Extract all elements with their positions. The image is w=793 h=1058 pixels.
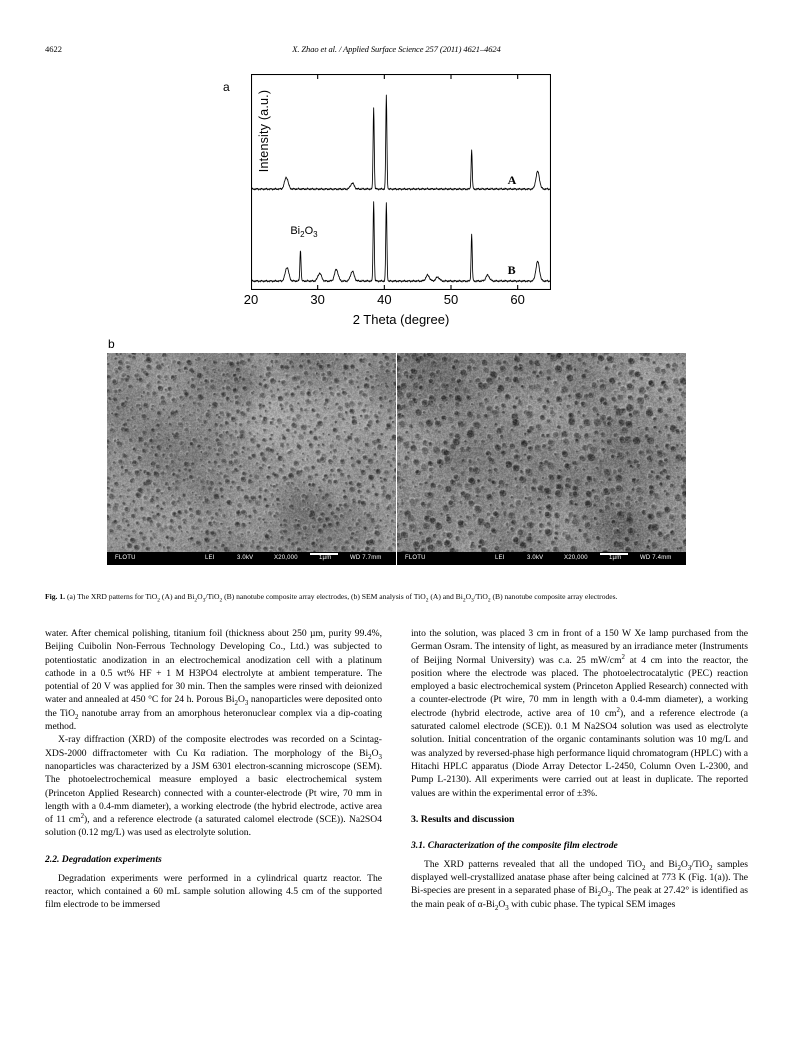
sem-scale-label: 1µm [609, 555, 622, 561]
sem-detector: LEI [495, 555, 505, 561]
sem-info-bar-left [107, 552, 396, 565]
sem-micrograph-a [107, 353, 396, 565]
figure-1 [45, 72, 748, 561]
running-head [45, 44, 748, 58]
journal-citation: X. Zhao et al. / Applied Surface Science 257 (2011) 4621–4624 [292, 44, 501, 54]
panel-a-label: a [223, 80, 230, 94]
paragraph: The XRD patterns revealed that all the undoped TiO$_2$ and $Bi_2O_3/TiO_2$ samples displayed well-crystallized anatase phase after being calcined at 773 K (Fig. 1(a)). The Bi-species are present in a separated phase of $Bi_2O_3$. The peak at 27.42° is identified as the main peak of $\alpha-Bi_2O_3$ with cubic phase. The typical SEM images [411, 858, 749, 912]
paragraph: water. After chemical polishing, titanium foil (thickness about 250 µm, purity 99.4%, Beijing Cuibolin Non-Ferrous Technology Developing Co., Ltd.) was subjected to potentiostatic anodization in an electrochemical anodization cell with a platinum cathode in a 0.5 wt% HF + 1 M H3PO4 electrolyte at ambient temperature. The potential of 20 V was applied for 30 min. Then the samples were rinsed with deionized water and annealed at 450 °C for 24 h. Porous $Bi_2O_3$ nanoparticles were deposited onto the TiO$_2$ nanotube array from an amorphous heteronuclear complex via a dip-coating method. [45, 628, 382, 733]
y-axis-label: Intensity (a.u.) [257, 89, 271, 173]
xrd-chart [195, 72, 595, 334]
sem-working-distance: WD 7.4mm [640, 555, 672, 561]
xrd-plot-area [251, 74, 551, 290]
sem-info-bar-right [397, 552, 686, 565]
figure-caption-text: (a) The XRD patterns for TiO$_2$ (A) and $Bi_2O_3/TiO_2$ (B) nanotube composite array electrodes, (b) SEM analysis of TiO$_2$ (A) and $Bi_2O_3/TiO_2$ (B) nanotube composite array electrodes. [65, 592, 618, 604]
paragraph: into the solution, was placed 3 cm in front of a 150 W Xe lamp purchased from the German Osram. The intensity of light, as measured by an irradiance meter (Instruments of Beijing Normal University) was c.a. 25 $mW/cm^2$ at 4 cm into the reactor, the position where the electrode was placed. The photoelectrocatalytic (PEC) reaction employed a basic electrochemical system (Princeton Applied Research) connected with a counter-electrode (Pt wire, 70 mm in length with a 0.4-mm diameter), a working electrode (hybrid electrode, active area of 10 $cm^2$), and a reference electrode (a saturated calomel electrode (SCE)). 0.1 M Na2SO4 solution was used as electrolyte solution. Initial concentration of the organic contaminants solution was 10 mg/L and was analyzed by reversed-phase high performance liquid chromatogram (HPLC) with a Hitachi HPLC apparatus (Diode Array Detector L-2450, Column Oven L-2300, and Pump L-2130). All experiments were carried out at least in duplicate. The reported values are within the experimental error of ±3%. [411, 628, 748, 799]
section-heading-3-1: 3.1. Characterization of the composite film electrode [411, 839, 618, 851]
figure-caption [45, 592, 745, 603]
sem-organization: FLOTU [115, 555, 136, 561]
sem-magnification: X20,000 [274, 555, 298, 561]
x-tick-label: 50 [443, 292, 459, 307]
svg-text:Bi2O3: Bi2O3 [290, 225, 318, 239]
sem-detector: LEI [205, 555, 215, 561]
section-heading-2-2: 2.2. Degradation experiments [45, 853, 162, 865]
body-column-left [45, 627, 382, 912]
x-tick-label: 20 [243, 292, 259, 307]
paragraph: X-ray diffraction (XRD) of the composite electrodes was recorded on a Scintag-XDS-2000 diffractometer with Cu Kα radiation. The morphology of the $Bi_2O_3$ nanoparticles was characterized by a JSM 6301 electron-scanning microscope (SEM). The photoelectrochemical measure employed a basic electrochemical system (Princeton Applied Research) connected with a counter-electrode (Pt wire, 70 mm in length with a 0.4-mm diameter), a working electrode (the hybrid electrode, active area of 11 $cm^2$), and a reference electrode (a saturated calomel electrode (SCE)). Na2SO4 solution (0.12 mg/L) was used as electrolyte solution. [45, 734, 382, 839]
sem-scale-label: 1µm [319, 555, 332, 561]
panel-b-label: b [108, 337, 115, 351]
sem-voltage: 3.0kV [237, 555, 254, 561]
x-tick-label: 30 [310, 292, 325, 307]
page-number: 4622 [45, 44, 62, 54]
x-tick-label: 40 [377, 292, 392, 307]
sem-magnification: X20,000 [564, 555, 588, 561]
sem-image-right [397, 353, 686, 565]
figure-panel-b [45, 336, 748, 576]
x-axis-tick-labels [243, 292, 551, 308]
body-column-right [411, 627, 748, 911]
figure-caption-prefix: Fig. 1. [45, 592, 66, 601]
svg-text:A: A [507, 173, 517, 187]
sem-image-left [107, 353, 396, 565]
svg-text:B: B [507, 263, 516, 277]
paragraph: Degradation experiments were performed in a cylindrical quartz reactor. The reactor, which contained a 60 mL sample solution allowing 4.5 cm of the supported film electrode to be immersed [45, 872, 382, 911]
sem-micrograph-b [397, 353, 686, 565]
section-heading-3: 3. Results and discussion [411, 813, 515, 825]
sem-organization: FLOTU [405, 555, 426, 561]
sem-voltage: 3.0kV [527, 555, 544, 561]
figure-panel-a [45, 72, 748, 334]
x-tick-label: 60 [510, 292, 525, 307]
x-axis-label: 2 Theta (degree) [352, 312, 450, 327]
sem-working-distance: WD 7.7mm [350, 555, 382, 561]
